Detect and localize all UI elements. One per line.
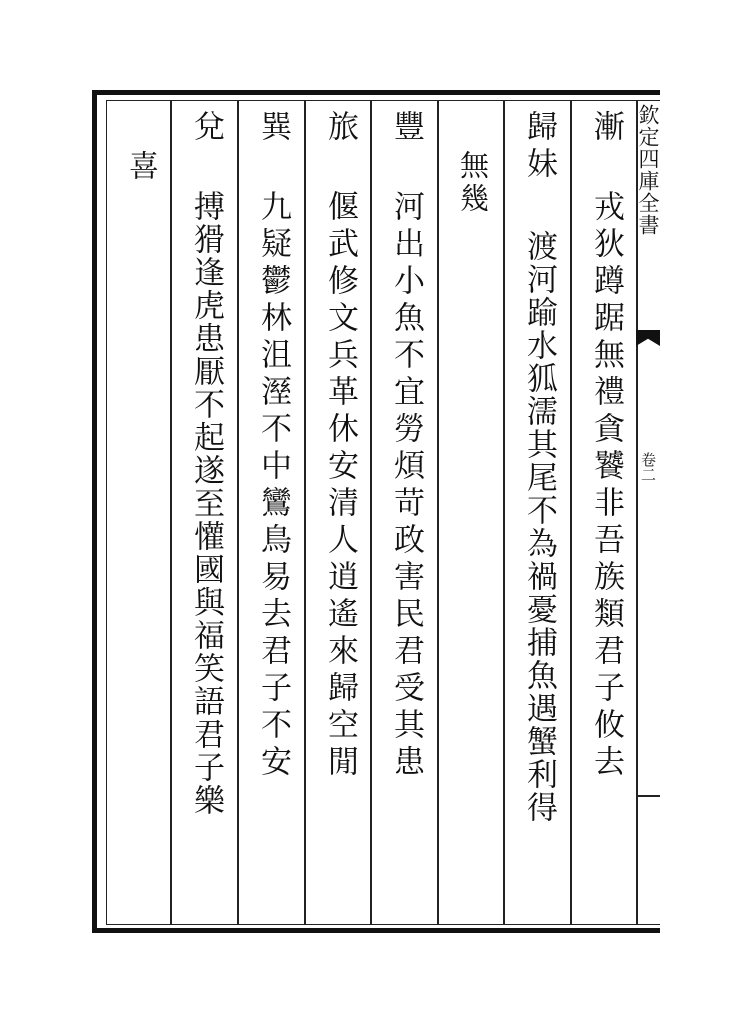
column-rule xyxy=(437,100,439,925)
verse-text: 渡河踰水狐濡其尾不為禍憂捕魚遇蟹利得 xyxy=(521,230,557,824)
verse-text: 九疑鬱林沮溼不中鸞鳥易去君子不安 xyxy=(255,190,291,782)
column-rule xyxy=(237,100,239,925)
verse-text: 搏猾逢虎患厭不起遂至懽國與福笑語君子樂 xyxy=(188,190,224,817)
hexagram-title: 巽 xyxy=(255,110,291,147)
hexagram-title: 豐 xyxy=(388,110,424,147)
column-rule xyxy=(370,100,372,925)
text-column xyxy=(586,110,626,147)
text-column-body xyxy=(519,230,559,824)
margin-title: 欽定四庫全書 xyxy=(636,104,660,236)
continuation-text xyxy=(120,150,160,180)
text-column-body xyxy=(253,190,293,782)
verse-text: 喜 xyxy=(123,150,158,180)
column-rule xyxy=(304,100,306,925)
hexagram-title: 旅 xyxy=(322,110,358,147)
text-column xyxy=(386,110,426,147)
column-rule xyxy=(570,100,572,925)
text-column-body xyxy=(386,190,426,782)
text-column xyxy=(519,110,559,184)
hexagram-title: 兌 xyxy=(188,110,224,147)
margin-divider xyxy=(636,795,660,797)
text-column xyxy=(320,110,360,147)
text-column-body xyxy=(186,190,226,817)
hexagram-title: 歸妹 xyxy=(521,110,557,184)
hexagram-title: 漸 xyxy=(588,110,624,147)
column-rule xyxy=(170,100,172,925)
verse-text: 偃武修文兵革休安清人逍遙來歸空閒 xyxy=(322,190,358,782)
verse-text: 河出小魚不宜勞煩苛政害民君受其患 xyxy=(388,190,424,782)
continuation-text xyxy=(454,150,492,216)
text-column-body xyxy=(586,190,626,782)
verse-text: 無幾 xyxy=(456,150,490,216)
text-column xyxy=(186,110,226,147)
column-rule xyxy=(503,100,505,925)
verse-text: 戎狄蹲踞無禮貪饕非吾族類君子攸去 xyxy=(588,190,624,782)
text-column-body xyxy=(320,190,360,782)
text-column xyxy=(253,110,293,147)
margin-juan-label: 卷二 xyxy=(639,452,657,482)
